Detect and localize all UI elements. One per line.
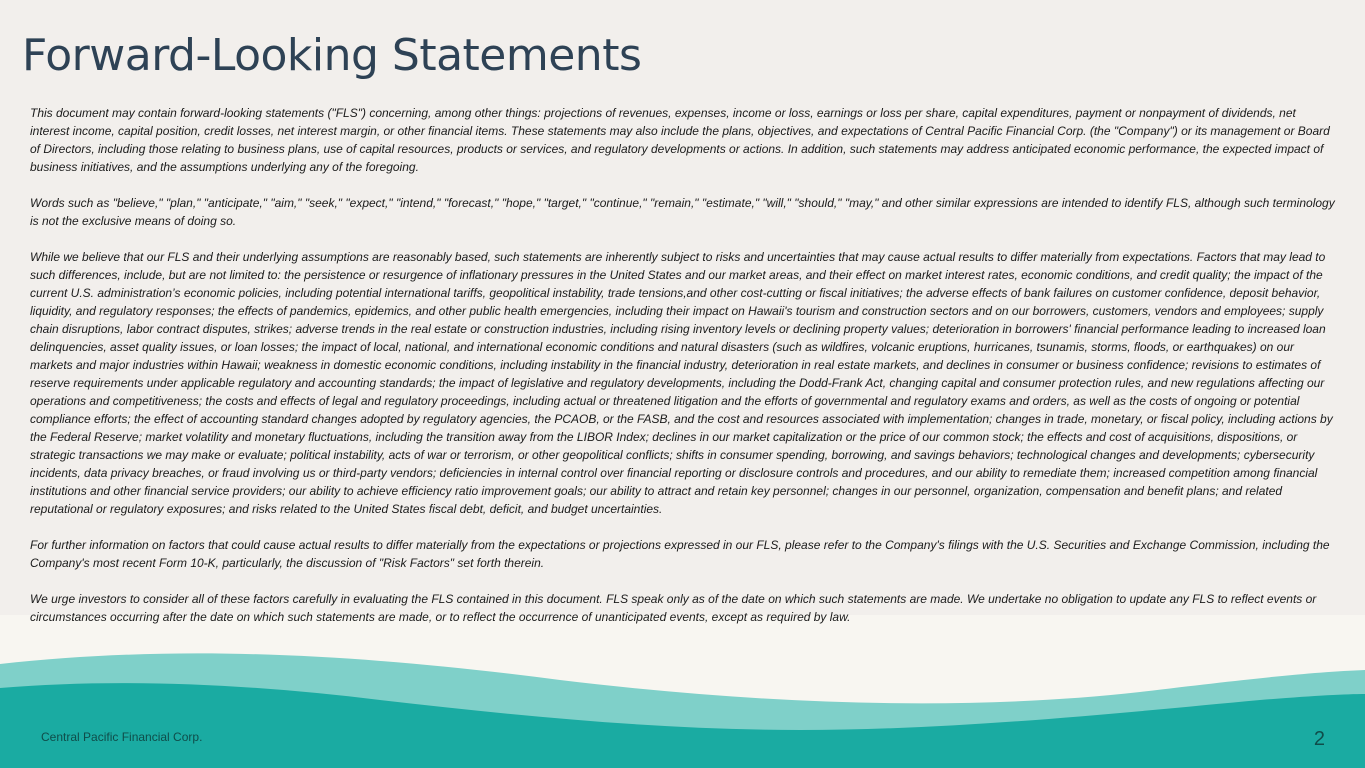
paragraph-risk-factors: While we believe that our FLS and their underlying assumptions are reasonably based, such statements are inherently subject to risks and uncertainties that may cause actual results to differ materially from expectations. Factors that may lead to such differences, include, but are not limited to: the persistence or resurgence of inflationary pressures in the United States and our market areas, and their effect on market interest rates, economic conditions, and credit quality; the impact of the current U.S. administration’s economic policies, including potential international tariffs, geopolitical instability, trade tensions,and other cost-cutting or fiscal initiatives; the adverse effects of bank failures on customer confidence, deposit behavior, liquidity, and regulatory responses; the effects of pandemics, epidemics, and other public health emergencies, including their impact on Hawaii's tourism and construction sectors and on our borrowers, customers, vendors and employees; supply chain disruptions, labor contract disputes, strikes; adverse trends in the real estate or construction industries, including rising inventory levels or declining property values; deterioration in borrowers' financial performance leading to increased loan delinquencies, asset quality issues, or loan losses; the impact of local, national, and international economic conditions and natural disasters (such as wildfires, volcanic eruptions, hurricanes, tsunamis, storms, floods, or earthquakes) on our markets and major industries within Hawaii; weakness in domestic economic conditions, including instability in the financial industry, deterioration in real estate markets, and declines in consumer or business confidence; revisions to estimates of reserve requirements under applicable regulatory and accounting standards; the impact of legislative and regulatory developments, including the Dodd-Frank Act, changing capital and consumer protection rules, and new regulations affecting our operations and competitiveness; the costs and effects of legal and regulatory proceedings, including actual or threatened litigation and the efforts of governmental and regulatory exams and orders, as well as the costs of ongoing or potential compliance efforts; the effect of accounting standard changes adopted by regulatory agencies, the PCAOB, or the FASB, and the cost and resources associated with implementation; changes in trade, monetary, or fiscal policy, including actions by the Federal Reserve; market volatility and monetary fluctuations, including the transition away from the LIBOR Index; declines in our market capitalization or the price of our common stock; the effects and cost of acquisitions, dispositions, or strategic transactions we may make or evaluate; political instability, acts of war or terrorism, or other geopolitical conflicts; shifts in consumer spending, borrowing, and savings behaviors; technological changes and developments; cybersecurity incidents, data privacy breaches, or fraud involving us or third-party vendors; deficiencies in internal control over financial reporting or disclosure controls and procedures, and our ability to remediate them; increased competition among financial institutions and other financial service providers; our ability to achieve efficiency ratio improvement goals; our ability to attract and retain key personnel; changes in our personnel, organization, compensation and benefit plans; and related reputational or regulatory exposures; and risks related to the United States fiscal debt, deficit, and budget uncertainties.	[30, 250, 1333, 516]
disclaimer-body	[30, 104, 1335, 644]
paragraph-fls-definition: This document may contain forward-looking statements ("FLS") concerning, among other things: projections of revenues, expenses, income or loss, earnings or loss per share, capital expenditures, payment or nonpayment of dividends, net interest income, capital position, credit losses, net interest margin, or other financial items. These statements may also include the plans, objectives, and expectations of Central Pacific Financial Corp. (the "Company") or its management or Board of Directors, including those relating to business plans, use of capital resources, products or services, and regulatory developments or actions. In addition, such statements may address anticipated economic performance, the expected impact of business initiatives, and the assumptions underlying any of the foregoing.	[30, 106, 1330, 174]
paragraph-further-information: For further information on factors that could cause actual results to differ materially from the expectations or projections expressed in our FLS, please refer to the Company's filings with the U.S. Securities and Exchange Commission, including the Company's most recent Form 10-K, particularly, the discussion of "Risk Factors" set forth therein.	[30, 538, 1330, 570]
page-title: Forward-Looking Statements	[22, 30, 642, 81]
paragraph-fls-terminology: Words such as "believe," "plan," "anticipate," "aim," "seek," "expect," "intend," "forecast," "hope," "target," "continue," "remain," "estimate," "will," "should," "may," and other similar expressions are intended to identify FLS, although such terminology is not the exclusive means of doing so.	[30, 196, 1335, 228]
page-number: 2	[1313, 728, 1325, 750]
paragraph-no-obligation: We urge investors to consider all of these factors carefully in evaluating the FLS contained in this document. FLS speak only as of the date on which such statements are made. We undertake no obligation to update any FLS to reflect events or circumstances occurring after the date on which such statements are made, or to reflect the occurrence of unanticipated events, except as required by law.	[30, 592, 1317, 624]
decorative-wave-graphic	[0, 650, 1365, 768]
footer-company-name: Central Pacific Financial Corp.	[41, 730, 203, 744]
